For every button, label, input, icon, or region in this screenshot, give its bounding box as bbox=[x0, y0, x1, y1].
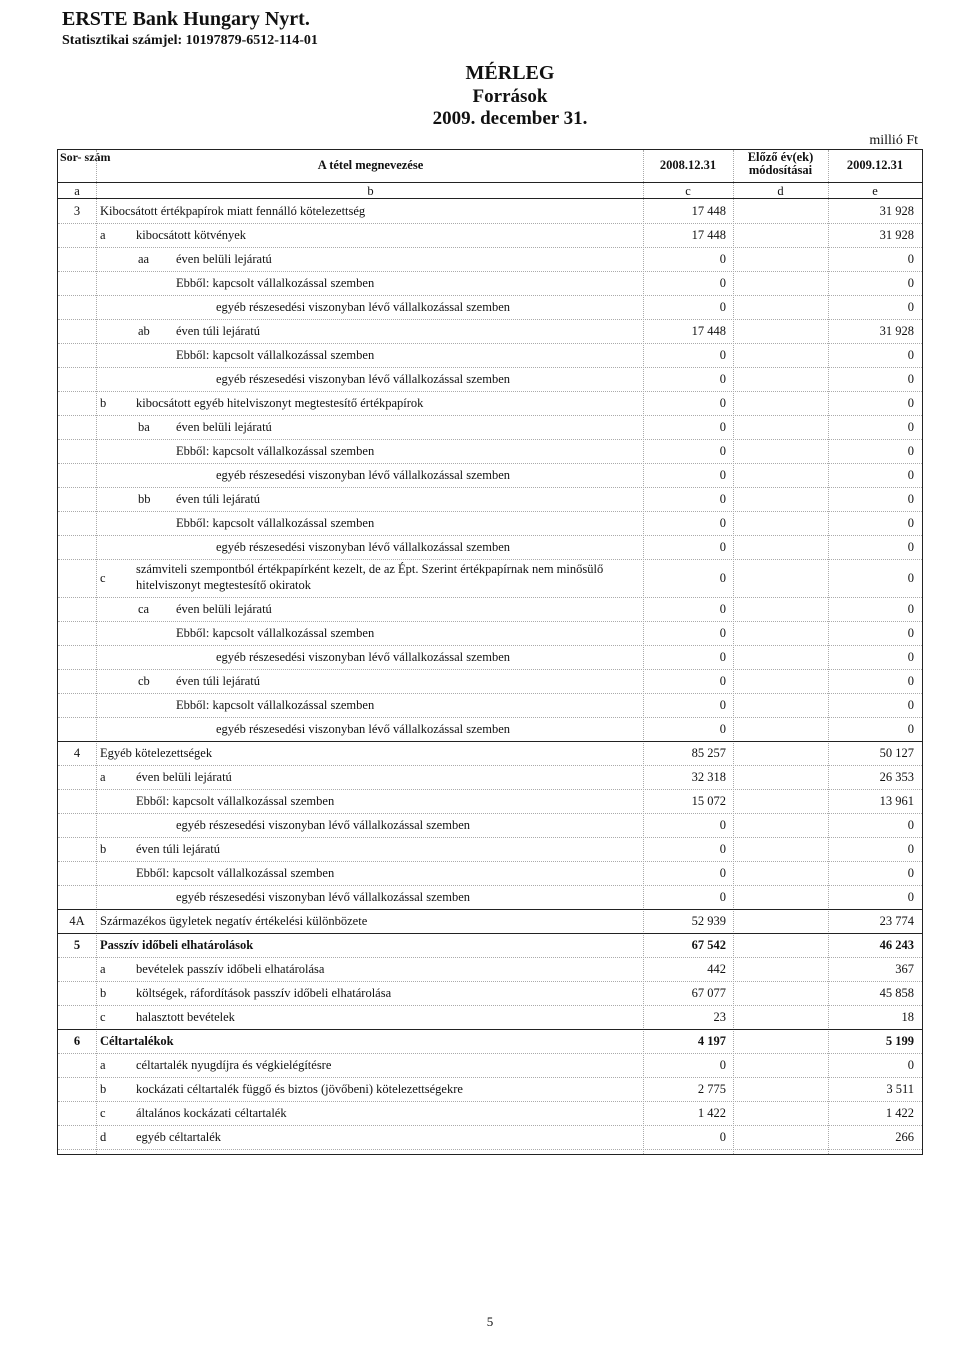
row-subletter: aa bbox=[138, 252, 150, 266]
value-curr: 0 bbox=[907, 444, 914, 458]
row-label: Egyéb kötelezettségek bbox=[100, 746, 213, 760]
value-prev: 23 bbox=[713, 1010, 726, 1024]
row-number: 4 bbox=[73, 746, 81, 760]
table-row bbox=[58, 1101, 922, 1125]
value-curr: 0 bbox=[907, 674, 914, 688]
row-letter: b bbox=[100, 396, 107, 410]
table-row bbox=[58, 1077, 922, 1101]
col-header-curr: 2009.12.31 bbox=[846, 158, 904, 172]
value-prev: 0 bbox=[719, 674, 726, 688]
row-letter: d bbox=[100, 1130, 107, 1144]
row-label: kibocsátott egyéb hitelviszonyt megtestesítő értékpapírok bbox=[136, 396, 424, 410]
value-prev: 0 bbox=[719, 722, 726, 736]
value-prev: 4 197 bbox=[697, 1034, 726, 1048]
table-row bbox=[58, 439, 922, 463]
row-letter: c bbox=[100, 1010, 106, 1024]
table-row bbox=[58, 933, 922, 957]
value-prev: 0 bbox=[719, 444, 726, 458]
value-prev: 15 072 bbox=[691, 794, 726, 808]
page-number: 5 bbox=[486, 1314, 494, 1329]
value-curr: 0 bbox=[907, 492, 914, 506]
table-row bbox=[58, 981, 922, 1005]
table-row bbox=[58, 741, 922, 765]
col-letter-curr: e bbox=[872, 184, 878, 198]
row-letter: a bbox=[100, 962, 106, 976]
row-subletter: ba bbox=[138, 420, 150, 434]
row-label: éven túli lejáratú bbox=[176, 674, 260, 688]
row-label: egyéb részesedési viszonyban lévő vállalkozással szemben bbox=[176, 818, 470, 832]
value-curr: 13 961 bbox=[879, 794, 914, 808]
row-label-continued: hitelviszonyt megtestesítő okiratok bbox=[136, 578, 311, 592]
value-curr: 18 bbox=[901, 1010, 914, 1024]
value-curr: 5 199 bbox=[885, 1034, 914, 1048]
table-row bbox=[58, 343, 922, 367]
value-curr: 0 bbox=[907, 818, 914, 832]
row-number: 5 bbox=[73, 938, 81, 952]
col-header-sorszam: Sor- szám bbox=[60, 150, 111, 164]
row-letter: c bbox=[100, 1106, 106, 1120]
row-divider bbox=[58, 182, 922, 183]
value-prev: 17 448 bbox=[691, 204, 726, 218]
row-label: Ebből: kapcsolt vállalkozással szemben bbox=[176, 348, 375, 362]
row-letter: a bbox=[100, 1058, 106, 1072]
row-label: Ebből: kapcsolt vállalkozással szemben bbox=[176, 276, 375, 290]
row-label: egyéb részesedési viszonyban lévő vállalkozással szemben bbox=[216, 722, 510, 736]
table-row bbox=[58, 1125, 922, 1149]
row-letter: c bbox=[100, 571, 106, 585]
value-prev: 0 bbox=[719, 1058, 726, 1072]
value-curr: 0 bbox=[907, 300, 914, 314]
table-row bbox=[58, 1029, 922, 1053]
doc-subtitle: Források bbox=[472, 86, 548, 107]
value-prev: 0 bbox=[719, 650, 726, 664]
row-label: éven belüli lejáratú bbox=[136, 770, 232, 784]
table-row bbox=[58, 415, 922, 439]
value-prev: 0 bbox=[719, 1130, 726, 1144]
table-row bbox=[58, 813, 922, 837]
value-curr: 0 bbox=[907, 866, 914, 880]
value-curr: 50 127 bbox=[879, 746, 914, 760]
row-label: Ebből: kapcsolt vállalkozással szemben bbox=[176, 516, 375, 530]
value-prev: 0 bbox=[719, 348, 726, 362]
value-curr: 0 bbox=[907, 252, 914, 266]
value-curr: 0 bbox=[907, 396, 914, 410]
value-prev: 442 bbox=[707, 962, 726, 976]
col-header-mod: Előző év(ek) módosításai bbox=[747, 150, 814, 177]
row-label: halasztott bevételek bbox=[136, 1010, 235, 1024]
col-header-name: A tétel megnevezése bbox=[317, 158, 424, 172]
stat-number: Statisztikai számjel: 10197879-6512-114-01 bbox=[62, 33, 318, 48]
value-prev: 17 448 bbox=[691, 324, 726, 338]
value-curr: 0 bbox=[907, 1058, 914, 1072]
value-curr: 0 bbox=[907, 842, 914, 856]
row-letter: a bbox=[100, 228, 106, 242]
row-label: egyéb részesedési viszonyban lévő vállalkozással szemben bbox=[216, 468, 510, 482]
doc-date: 2009. december 31. bbox=[432, 108, 588, 129]
value-curr: 0 bbox=[907, 890, 914, 904]
value-curr: 0 bbox=[907, 276, 914, 290]
row-label: Származékos ügyletek negatív értékelési különbözete bbox=[100, 914, 368, 928]
row-label: éven túli lejáratú bbox=[136, 842, 220, 856]
row-letter: b bbox=[100, 986, 107, 1000]
value-prev: 0 bbox=[719, 890, 726, 904]
value-curr: 23 774 bbox=[879, 914, 914, 928]
value-curr: 0 bbox=[907, 516, 914, 530]
table-row bbox=[58, 463, 922, 487]
row-label: Ebből: kapcsolt vállalkozással szemben bbox=[176, 444, 375, 458]
value-curr: 26 353 bbox=[879, 770, 914, 784]
row-label: egyéb céltartalék bbox=[136, 1130, 222, 1144]
value-curr: 0 bbox=[907, 571, 914, 585]
row-label: Kibocsátott értékpapírok miatt fennálló kötelezettség bbox=[100, 204, 366, 218]
value-curr: 0 bbox=[907, 420, 914, 434]
table-row bbox=[58, 367, 922, 391]
value-prev: 0 bbox=[719, 571, 726, 585]
value-prev: 17 448 bbox=[691, 228, 726, 242]
value-curr: 31 928 bbox=[879, 228, 914, 242]
value-curr: 0 bbox=[907, 468, 914, 482]
col-letter-mod: d bbox=[777, 184, 784, 198]
table-row bbox=[58, 295, 922, 319]
row-letter: b bbox=[100, 1082, 107, 1096]
value-prev: 0 bbox=[719, 516, 726, 530]
value-curr: 0 bbox=[907, 698, 914, 712]
table-row bbox=[58, 247, 922, 271]
table-row bbox=[58, 1053, 922, 1077]
row-label: éven belüli lejáratú bbox=[176, 602, 272, 616]
row-label: egyéb részesedési viszonyban lévő vállalkozással szemben bbox=[216, 372, 510, 386]
table-row bbox=[58, 319, 922, 343]
value-curr: 0 bbox=[907, 348, 914, 362]
row-label: egyéb részesedési viszonyban lévő vállalkozással szemben bbox=[216, 300, 510, 314]
table-row bbox=[58, 693, 922, 717]
value-curr: 367 bbox=[895, 962, 914, 976]
value-prev: 0 bbox=[719, 300, 726, 314]
table-row bbox=[58, 765, 922, 789]
row-label: bevételek passzív időbeli elhatárolása bbox=[136, 962, 325, 976]
row-label: számviteli szempontból értékpapírként kezelt, de az Épt. Szerint értékpapírnak nem minősülő bbox=[136, 562, 604, 576]
row-label: költségek, ráfordítások passzív időbeli elhatárolása bbox=[136, 986, 392, 1000]
table-row bbox=[58, 717, 922, 741]
value-prev: 0 bbox=[719, 252, 726, 266]
bank-name: ERSTE Bank Hungary Nyrt. bbox=[62, 8, 310, 30]
row-number: 6 bbox=[73, 1034, 81, 1048]
row-subletter: bb bbox=[138, 492, 151, 506]
table-row bbox=[58, 861, 922, 885]
value-prev: 0 bbox=[719, 372, 726, 386]
row-label: egyéb részesedési viszonyban lévő vállalkozással szemben bbox=[176, 890, 470, 904]
col-letter-name: b bbox=[367, 184, 374, 198]
value-curr: 0 bbox=[907, 626, 914, 640]
row-label: éven belüli lejáratú bbox=[176, 252, 272, 266]
row-letter: b bbox=[100, 842, 107, 856]
table-row bbox=[58, 669, 922, 693]
row-letter: a bbox=[100, 770, 106, 784]
value-prev: 0 bbox=[719, 276, 726, 290]
row-label: éven túli lejáratú bbox=[176, 492, 260, 506]
balance-sheet-table bbox=[57, 149, 923, 1155]
table-row bbox=[58, 223, 922, 247]
value-curr: 31 928 bbox=[879, 324, 914, 338]
value-prev: 32 318 bbox=[691, 770, 726, 784]
table-row bbox=[58, 789, 922, 813]
value-prev: 67 077 bbox=[691, 986, 726, 1000]
table-row bbox=[58, 487, 922, 511]
value-prev: 0 bbox=[719, 468, 726, 482]
col-letter-sorszam: a bbox=[74, 184, 80, 198]
row-label: éven belüli lejáratú bbox=[176, 420, 272, 434]
doc-title: MÉRLEG bbox=[465, 62, 555, 84]
table-row bbox=[58, 559, 922, 597]
value-prev: 0 bbox=[719, 842, 726, 856]
value-prev: 0 bbox=[719, 866, 726, 880]
table-row bbox=[58, 885, 922, 909]
row-label: egyéb részesedési viszonyban lévő vállalkozással szemben bbox=[216, 540, 510, 554]
value-prev: 0 bbox=[719, 420, 726, 434]
value-curr: 46 243 bbox=[879, 938, 914, 952]
row-label: Ebből: kapcsolt vállalkozással szemben bbox=[136, 794, 335, 808]
value-curr: 31 928 bbox=[879, 204, 914, 218]
value-prev: 0 bbox=[719, 626, 726, 640]
row-label: Ebből: kapcsolt vállalkozással szemben bbox=[176, 698, 375, 712]
table-row bbox=[58, 1005, 922, 1029]
unit-label: millió Ft bbox=[869, 133, 918, 148]
table-row bbox=[58, 645, 922, 669]
value-curr: 0 bbox=[907, 372, 914, 386]
value-curr: 266 bbox=[895, 1130, 914, 1144]
value-prev: 0 bbox=[719, 540, 726, 554]
row-number: 4A bbox=[69, 914, 85, 928]
value-curr: 0 bbox=[907, 722, 914, 736]
table-row bbox=[58, 837, 922, 861]
row-divider bbox=[58, 1149, 922, 1150]
table-row bbox=[58, 199, 922, 223]
value-curr: 0 bbox=[907, 540, 914, 554]
row-label: céltartalék nyugdíjra és végkielégítésre bbox=[136, 1058, 332, 1072]
row-label: Passzív időbeli elhatárolások bbox=[100, 938, 254, 952]
value-curr: 45 858 bbox=[879, 986, 914, 1000]
row-label: kibocsátott kötvények bbox=[136, 228, 247, 242]
row-label: kockázati céltartalék függő és biztos (jövőbeni) kötelezettségekre bbox=[136, 1082, 463, 1096]
value-prev: 52 939 bbox=[691, 914, 726, 928]
value-prev: 0 bbox=[719, 396, 726, 410]
row-subletter: cb bbox=[138, 674, 150, 688]
value-prev: 0 bbox=[719, 602, 726, 616]
row-label: Ebből: kapcsolt vállalkozással szemben bbox=[136, 866, 335, 880]
table-row bbox=[58, 271, 922, 295]
value-curr: 3 511 bbox=[886, 1082, 914, 1096]
table-row bbox=[58, 909, 922, 933]
col-letter-prev: c bbox=[685, 184, 691, 198]
row-subletter: ca bbox=[138, 602, 150, 616]
value-prev: 85 257 bbox=[691, 746, 726, 760]
table-row bbox=[58, 957, 922, 981]
table-row bbox=[58, 511, 922, 535]
value-prev: 1 422 bbox=[697, 1106, 726, 1120]
value-curr: 0 bbox=[907, 650, 914, 664]
row-label: Céltartalékok bbox=[100, 1034, 174, 1048]
value-prev: 2 775 bbox=[697, 1082, 726, 1096]
table-row bbox=[58, 597, 922, 621]
table-row bbox=[58, 621, 922, 645]
table-row bbox=[58, 391, 922, 415]
row-number: 3 bbox=[73, 204, 81, 218]
value-prev: 0 bbox=[719, 492, 726, 506]
table-row bbox=[58, 535, 922, 559]
value-curr: 1 422 bbox=[885, 1106, 914, 1120]
value-prev: 0 bbox=[719, 818, 726, 832]
row-label: általános kockázati céltartalék bbox=[136, 1106, 287, 1120]
value-curr: 0 bbox=[907, 602, 914, 616]
row-subletter: ab bbox=[138, 324, 150, 338]
row-label: Ebből: kapcsolt vállalkozással szemben bbox=[176, 626, 375, 640]
row-label: egyéb részesedési viszonyban lévő vállalkozással szemben bbox=[216, 650, 510, 664]
col-header-prev: 2008.12.31 bbox=[659, 158, 717, 172]
value-prev: 67 542 bbox=[691, 938, 726, 952]
row-label: éven túli lejáratú bbox=[176, 324, 260, 338]
value-prev: 0 bbox=[719, 698, 726, 712]
